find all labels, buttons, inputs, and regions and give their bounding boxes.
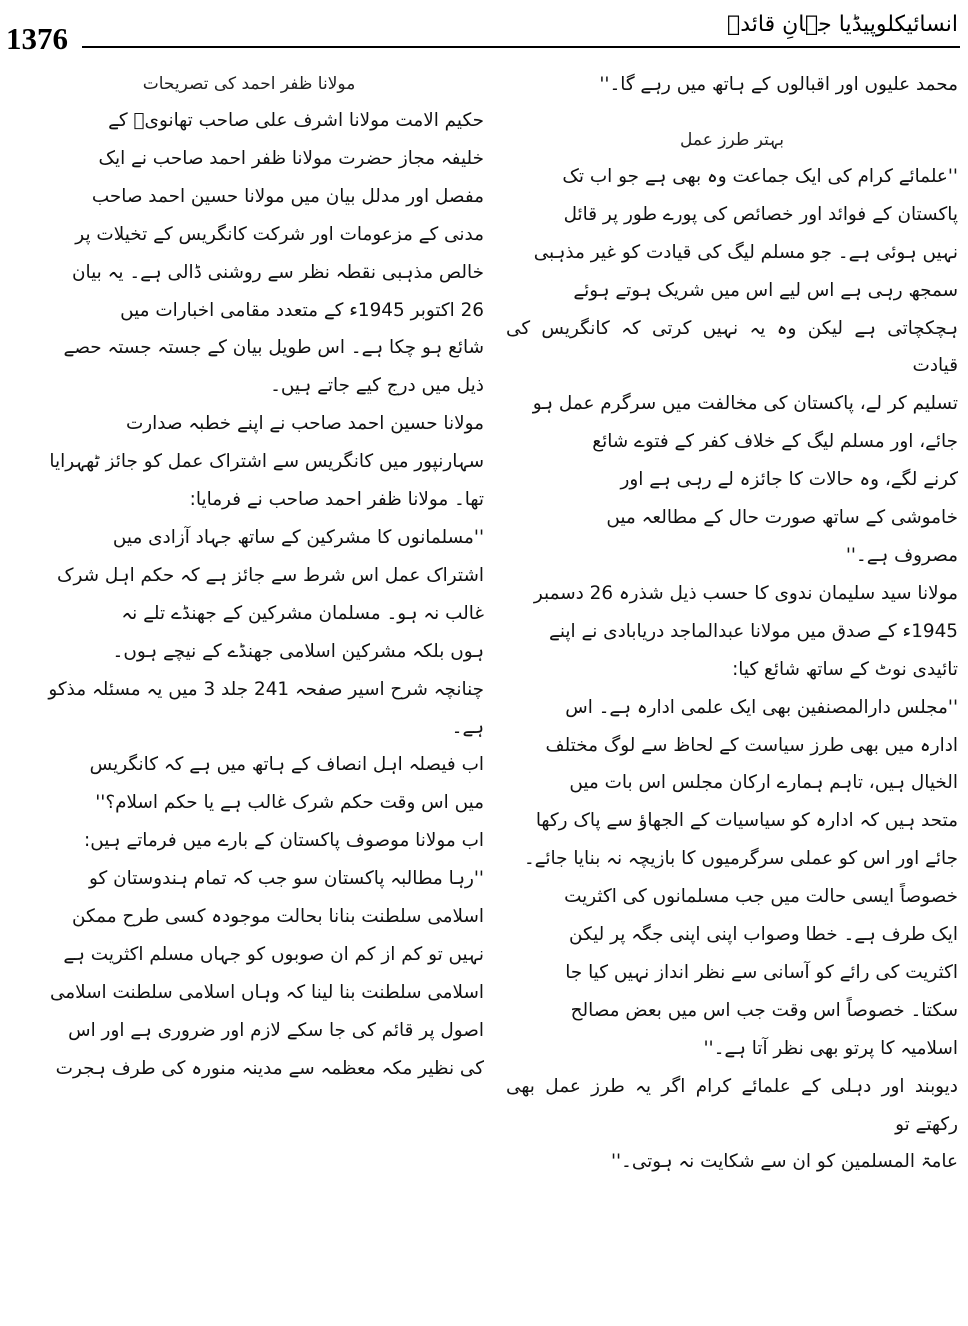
left-paragraph-6: ''رہا مطالبہ پاکستان سو جب کہ تمام ہندوستان کو اسلامی سلطنت بنانا بحالت موجودہ کسی طرح ممکن نہیں تو کم از کم ان صوبوں کو جہاں مسلم اکثریت ہے اسلامی سلطنت بنا لینا کہ وہاں اسلامی سلطنت اسلامی اصول پر قائم کی جا سکے لازم اور ضروری ہے اور اس کی نظیر مکہ معظمہ سے مدینہ منورہ کی طرف ہجرت: [49, 868, 484, 1079]
header-rule: [82, 46, 960, 48]
left-paragraph-2: مولانا حسین احمد صاحب نے اپنے خطبہ صدارت سہارنپور میں کانگریس سے اشتراک عمل کو جائز ٹھہرایا تھا۔ مولانا ظفر احمد صاحب نے فرمایا:: [49, 413, 484, 511]
right-paragraph-3: ''مجلس دارالمصنفین بھی ایک علمی ادارہ ہے۔ اس ادارہ میں بھی طرز سیاست کے لحاظ سے لوگ مختلف الخیال ہیں، تاہم ہمارے ارکان مجلس اس بات میں متحد ہیں کہ ادارہ کو سیاسیات کے الجھاؤ سے پاک رکھا جائے اور اس کو عملی سرگرمیوں کا بازیچہ نہ بنایا جائے۔ خصوصاً ایسی حالت میں جب مسلمانوں کی اکثریت ایک طرف ہے۔ خطا وصواب اپنی اپنی جگہ پر لیکن اکثریت کی رائے کو آسانی سے نظر انداز نہیں کیا جا سکتا۔ خصوصاً اس وقت جب اس میں بعض مصالح اسلامیہ کا پرتو بھی نظر آتا ہے۔'': [523, 696, 958, 1059]
right-column-top-line: محمد علیوں اور اقبالوں کے ہاتھ میں رہے گا۔'': [599, 74, 958, 95]
right-paragraph-1: ''علمائے کرام کی ایک جماعت وہ بھی ہے جو اب تک پاکستان کے فوائد اور خصائص کی پورے طور پر قائل نہیں ہوئی ہے۔ جو مسلم لیگ کی قیادت کو غیر مذہبی سمجھ رہی ہے اس لیے اس میں شریک ہوتے ہوئے ہچکچاتی ہے لیکن وہ یہ نہیں کرتی کہ کانگریس کی قیادت تسلیم کر لے، پاکستان کی مخالفت میں سرگرم عمل ہو جائے، اور مسلم لیگ کے خلاف کفر کے فتوے شائع کرنے لگے، وہ حالات کا جائزہ لے رہی ہے اور خاموشی کے ساتھ صورت حال کے مطالعہ میں مصروف ہے۔'': [506, 165, 958, 566]
left-paragraph-1: حکیم الامت مولانا اشرف علی صاحب تھانویؒ کے خلیفہ مجاز حضرت مولانا ظفر احمد صاحب نے ایک مفصل اور مدلل بیان میں مولانا حسین احمد صاحب مدنی کے مزعومات اور شرکت کانگریس کے تخیلات پر خالص مذہبی نقطہ نظر سے روشنی ڈالی ہے۔ یہ بیان 26 اکتوبر 1945ء کے متعدد مقامی اخبارات میں شائع ہو چکا ہے۔ اس طویل بیان کے جستہ جستہ حصے ذیل میں درج کیے جاتے ہیں۔: [63, 110, 484, 397]
section-heading-better-conduct: بہتر طرز عمل: [680, 129, 784, 150]
section-heading-zafar-ahmad: مولانا ظفر احمد کی تصریحات: [142, 74, 356, 94]
page-number: 1376: [6, 21, 68, 56]
running-title: انسائیکلوپیڈیا جہانِ قائدؒ: [727, 12, 958, 37]
right-column: [506, 66, 958, 1181]
left-paragraph-4: اب فیصلہ اہل انصاف کے ہاتھ میں ہے کہ کانگریس میں اس وقت حکم شرک غالب ہے یا حکم اسلام؟'': [89, 754, 484, 814]
right-paragraph-2: مولانا سید سلیمان ندوی کا حسب ذیل شذرہ 26 دسمبر 1945ء کے صدق میں مولانا عبدالماجد دریابادی نے اپنے تائیدی نوٹ کے ساتھ شائع کیا:: [533, 582, 958, 680]
left-paragraph-3: ''مسلمانوں کا مشرکین کے ساتھ جہاد آزادی میں اشتراک عمل اس شرط سے جائز ہے کہ حکم اہل شرک غالب نہ ہو۔ مسلمان مشرکین کے جھنڈے تلے نہ ہوں بلکہ مشرکین اسلامی جھنڈے کے نیچے ہوں۔ چنانچہ شرح اسیر صفحہ 241 جلد 3 میں یہ مسئلہ مذکو ہے۔: [48, 526, 484, 738]
left-paragraph-5: اب مولانا موصوف پاکستان کے بارے میں فرماتے ہیں:: [84, 830, 484, 852]
left-column: [14, 66, 484, 1088]
right-paragraph-4: دیوبند اور دہلی کے علمائے کرام اگر یہ طرز عمل بھی رکھتے تو عامۃ المسلمین کو ان سے شکایت نہ ہوتی۔'': [506, 1075, 958, 1173]
